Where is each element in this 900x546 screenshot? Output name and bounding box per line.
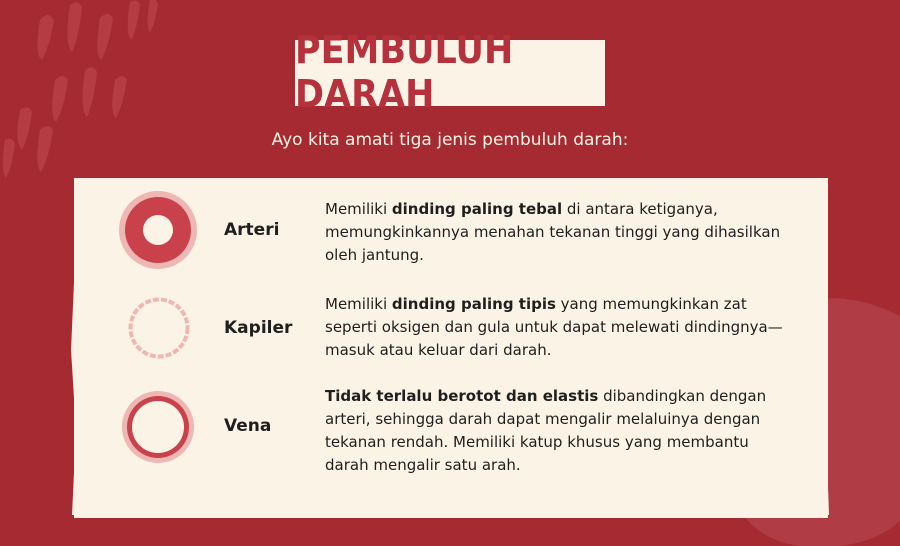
vessel-description: Memiliki dinding paling tipis yang memungkinkan zat seperti oksigen dan gula untuk dapat melewati dindingnya—masuk atau keluar dari darah.	[325, 295, 783, 359]
vessel-name: Kapiler	[224, 318, 293, 338]
subtitle: Ayo kita amati tiga jenis pembuluh darah:	[271, 130, 629, 150]
vessel-name: Vena	[224, 416, 272, 436]
thick-ring-icon	[118, 190, 198, 270]
title-box	[295, 29, 605, 117]
medium-ring-icon	[121, 390, 195, 464]
content-card	[74, 178, 828, 518]
dashed-thin-ring-icon	[128, 297, 190, 359]
vessel-name: Arteri	[224, 220, 280, 240]
vessel-description: Memiliki dinding paling tebal di antara ketiganya, memungkinkannya menahan tekanan tinggi yang dihasilkan oleh jantung.	[325, 200, 781, 264]
page-title: PEMBULUH DARAH	[295, 29, 514, 117]
vessel-description: Tidak terlalu berotot dan elastis dibandingkan dengan arteri, sehingga darah dapat mengalir melaluinya dengan tekanan rendah. Memiliki katup khusus yang membantu darah mengalir satu arah.	[325, 387, 767, 474]
